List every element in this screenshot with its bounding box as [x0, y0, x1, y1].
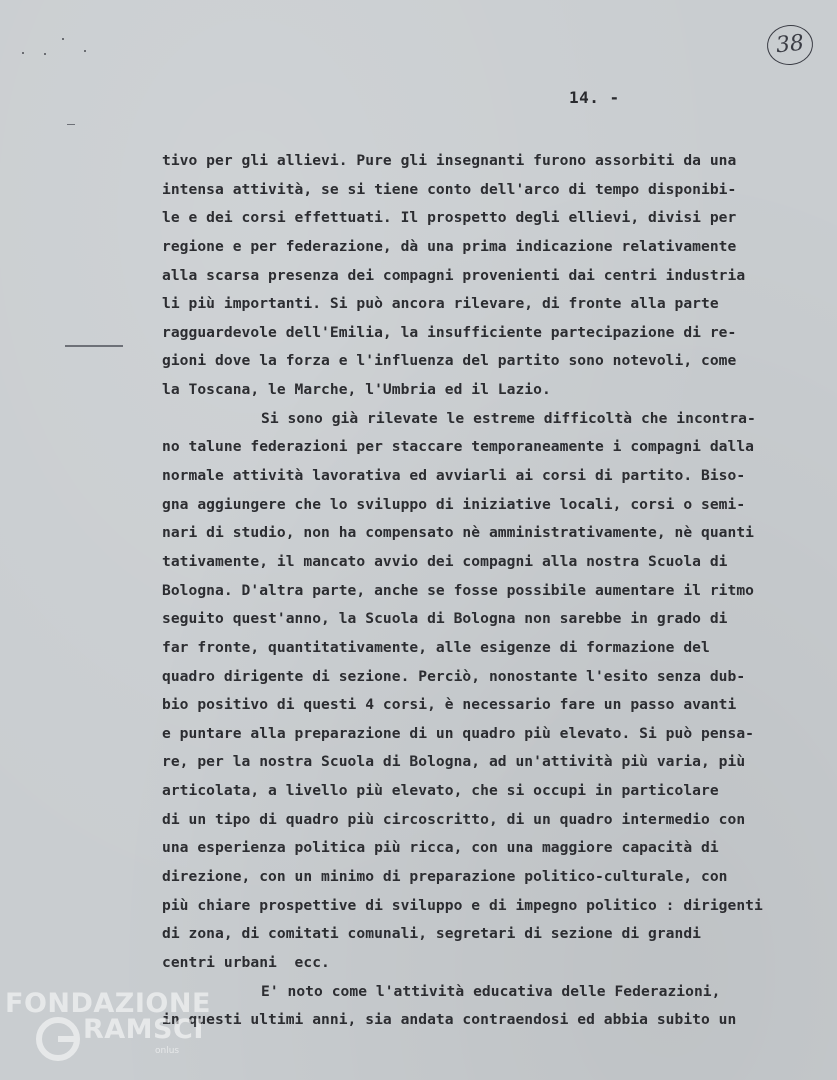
text-line: no talune federazioni per staccare temporaneamente i compagni dalla — [162, 438, 755, 456]
text-line: normale attività lavorativa ed avviarli ai corsi di partito. Biso- — [162, 467, 746, 485]
text-line: la Toscana, le Marche, l'Umbria ed il Lazio. — [162, 381, 551, 399]
text-line: tativamente, il mancato avvio dei compagni alla nostra Scuola di — [162, 552, 728, 570]
text-line: bio positivo di questi 4 corsi, è necessario fare un passo avanti — [162, 696, 737, 714]
text-line: più chiare prospettive di sviluppo e di impegno politico : dirigenti — [162, 896, 763, 914]
text-line: le e dei corsi effettuati. Il prospetto degli ellievi, divisi per — [162, 209, 737, 227]
text-line: far fronte, quantitativamente, alle esigenze di formazione del — [162, 638, 710, 656]
watermark-text-line1: FONDAZIONE — [5, 988, 211, 1019]
text-line: regione e per federazione, dà una prima indicazione relativamente — [162, 237, 737, 255]
text-line: centri urbani ecc. — [162, 953, 330, 971]
text-line: gioni dove la forza e l'influenza del partito sono notevoli, come — [162, 352, 737, 370]
text-line: E' noto come l'attività educativa delle Federazioni, — [261, 982, 721, 1000]
watermark-suffix: onlus — [155, 1046, 180, 1056]
text-line: gna aggiungere che lo sviluppo di iniziative locali, corsi o semi- — [162, 495, 746, 513]
text-line: alla scarsa presenza dei compagni provenienti dai centri industria — [162, 266, 746, 284]
watermark-text-line2: RAMSCI — [83, 1014, 204, 1045]
fondazione-gramsci-watermark — [5, 988, 225, 1068]
margin-mark — [65, 345, 123, 347]
text-line: intensa attività, se si tiene conto dell'arco di tempo disponibi- — [162, 180, 737, 198]
text-line: articolata, a livello più elevato, che si occupi in particolare — [162, 782, 719, 800]
text-line: li più importanti. Si può ancora rilevare, di fronte alla parte — [162, 295, 719, 313]
text-line: e puntare alla preparazione di un quadro più elevato. Si può pensa- — [162, 724, 755, 742]
page-number: 14. - — [569, 88, 620, 107]
margin-mark — [67, 124, 75, 125]
paper-speck — [62, 38, 64, 40]
archive-page-number: 38 — [765, 23, 815, 68]
text-line: ragguardevole dell'Emilia, la insufficiente partecipazione di re- — [162, 323, 737, 341]
text-line: una esperienza politica più ricca, con una maggiore capacità di — [162, 839, 719, 857]
text-line: di zona, di comitati comunali, segretari di sezione di grandi — [162, 925, 702, 943]
paper-speck — [84, 50, 86, 52]
text-line: nari di studio, non ha compensato nè amministrativamente, nè quanti — [162, 524, 755, 542]
paper-speck — [44, 53, 46, 55]
text-line: Bologna. D'altra parte, anche se fosse possibile aumentare il ritmo — [162, 581, 755, 599]
typewritten-text — [162, 147, 832, 1035]
text-line: quadro dirigente di sezione. Perciò, nonostante l'esito senza dub- — [162, 667, 746, 685]
text-line: in questi ultimi anni, sia andata contraendosi ed abbia subito un — [162, 1011, 737, 1029]
paper-speck — [22, 52, 24, 54]
g-circle-logo-icon — [35, 1016, 81, 1062]
text-line: di un tipo di quadro più circoscritto, di un quadro intermedio con — [162, 810, 746, 828]
text-line: Si sono già rilevate le estreme difficoltà che incontra- — [261, 409, 756, 427]
text-line: direzione, con un minimo di preparazione politico-culturale, con — [162, 868, 728, 886]
text-line: seguito quest'anno, la Scuola di Bologna non sarebbe in grado di — [162, 610, 728, 628]
text-line: re, per la nostra Scuola di Bologna, ad un'attività più varia, più — [162, 753, 746, 771]
text-line: tivo per gli allievi. Pure gli insegnanti furono assorbiti da una — [162, 152, 737, 169]
